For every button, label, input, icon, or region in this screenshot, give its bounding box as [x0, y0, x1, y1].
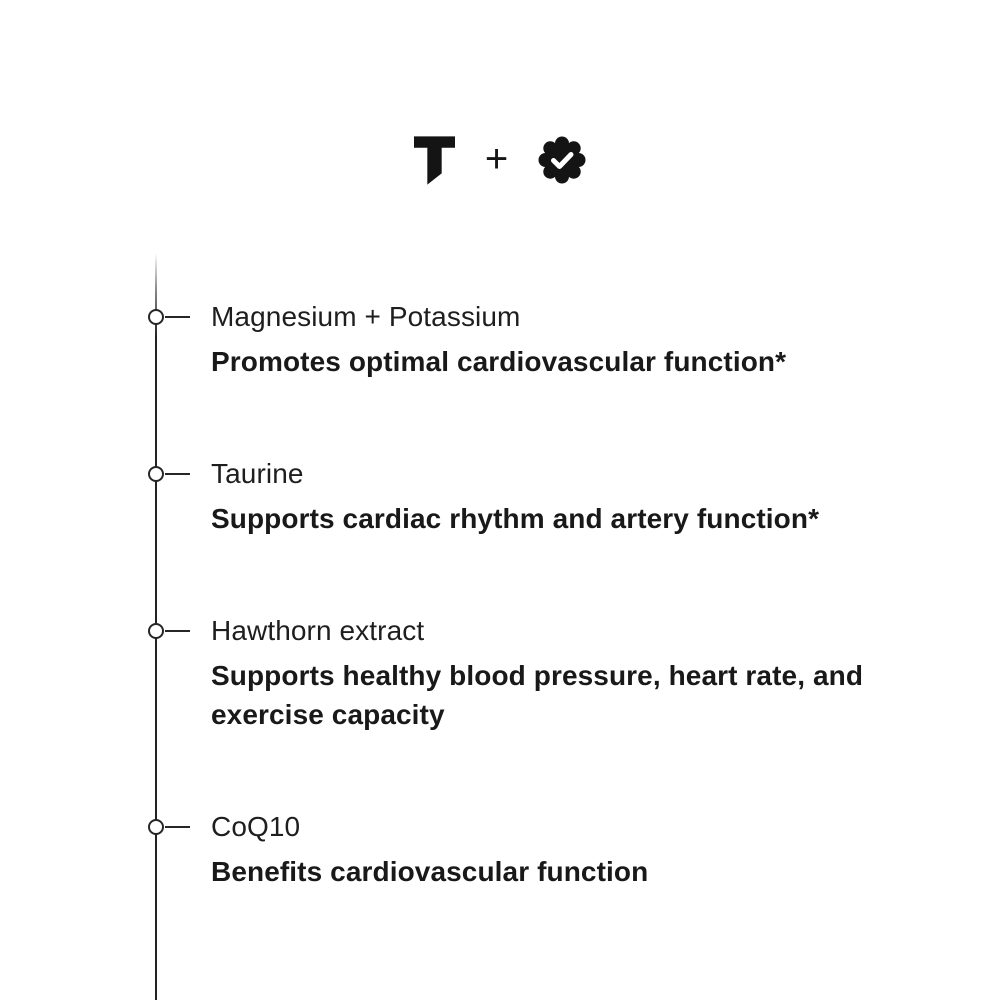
- timeline-node-circle: [148, 819, 164, 835]
- ingredient-benefit: Promotes optimal cardiovascular function*: [211, 346, 787, 377]
- timeline-item-hawthorn-extract: [0, 610, 1000, 734]
- verified-badge-icon: [538, 136, 586, 184]
- timeline-node-circle: [148, 466, 164, 482]
- timeline-node-tick: [165, 473, 190, 475]
- ingredient-benefit: Benefits cardiovascular function: [211, 856, 649, 887]
- timeline-item-taurine: [0, 453, 1000, 538]
- ingredient-title: CoQ10: [211, 811, 301, 842]
- timeline-item-magnesium-potassium: [0, 296, 1000, 381]
- ingredient-benefit: Supports cardiac rhythm and artery function*: [211, 503, 820, 534]
- ingredient-benefit: Supports healthy blood pressure, heart rate, and exercise capacity: [211, 660, 864, 730]
- ingredient-title: Magnesium + Potassium: [211, 301, 521, 332]
- ingredient-title: Hawthorn extract: [211, 615, 425, 646]
- brand-t-logo-icon: [414, 136, 455, 185]
- brand-header: [0, 133, 1000, 187]
- ingredient-title: Taurine: [211, 458, 304, 489]
- plus-separator: +: [484, 137, 509, 181]
- timeline-item-coq10: [0, 806, 1000, 891]
- timeline-node-tick: [165, 630, 190, 632]
- timeline-node-tick: [165, 316, 190, 318]
- timeline-node-circle: [148, 623, 164, 639]
- timeline-node-circle: [148, 309, 164, 325]
- timeline-node-tick: [165, 826, 190, 828]
